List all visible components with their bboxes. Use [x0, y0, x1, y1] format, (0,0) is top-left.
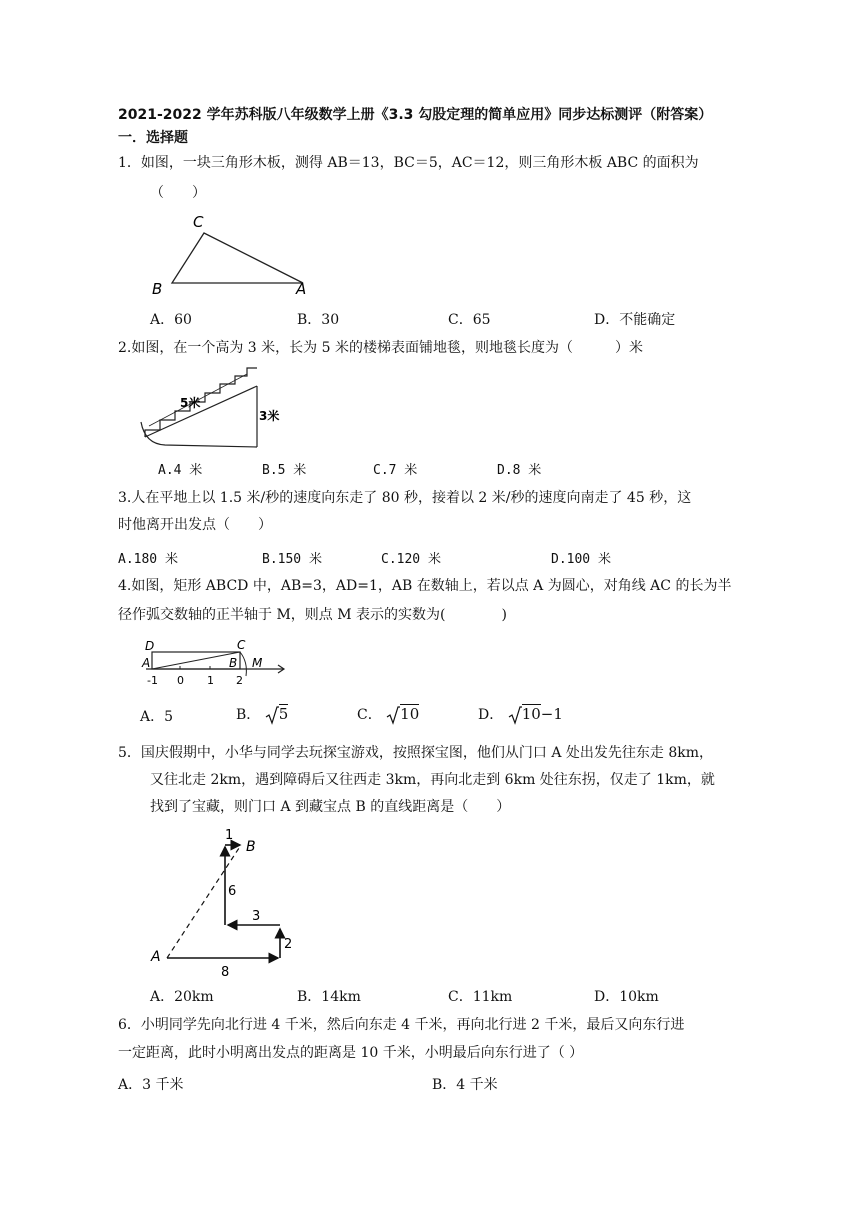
q4-option-d-suffix: −1 [540, 705, 563, 723]
q3-option-c[interactable]: C.120 米 [381, 552, 441, 567]
q1-option-b[interactable]: B．30 [297, 312, 340, 328]
stair-base-curve [141, 422, 257, 447]
tick-label-2: 2 [236, 674, 243, 687]
q4-option-b[interactable] [236, 704, 288, 725]
q5-option-d[interactable]: D．10km [594, 989, 659, 1005]
staircase-steps [145, 368, 257, 437]
q5-option-b[interactable]: B．14km [297, 989, 361, 1005]
question-1-triangle-figure [140, 210, 320, 300]
q2-option-d[interactable]: D.8 米 [497, 463, 542, 478]
q6-option-b[interactable]: B．4 千米 [432, 1077, 498, 1093]
point-b-label: B [246, 839, 256, 855]
diagonal-ac [152, 652, 240, 669]
question-6-text-line2: 一定距离，此时小明离出发点的距离是 10 千米，小明最后向东行进了（ ） [118, 1045, 584, 1061]
q4-option-d-letter: D． [478, 707, 504, 723]
tick-label-1: 1 [207, 674, 214, 687]
height-label: 3米 [259, 409, 280, 423]
point-a-label: A [142, 656, 151, 670]
question-4-text-line2: 径作弧交数轴的正半轴于 M，则点 M 表示的实数为( ) [118, 607, 507, 623]
question-5-text-line1: 5．国庆假期中，小华与同学去玩探宝游戏，按照探宝图，他们从门口 A 处出发先往东走 8km， [118, 745, 714, 761]
point-m-label: M [252, 656, 263, 670]
question-1-blank: （ ） [150, 185, 206, 201]
question-2-staircase-figure [135, 362, 280, 452]
q4-option-c[interactable] [357, 704, 419, 725]
label-3: 3 [252, 909, 261, 924]
tick-label-0: 0 [177, 674, 184, 687]
q4-option-d-value: 10 [521, 705, 541, 723]
question-5-text-line2: 又往北走 2km，遇到障碍后又往西走 3km，再向北走到 6km 处往东拐，仅走了 1km，就 [150, 772, 715, 788]
triangle-abc [172, 233, 303, 283]
vertex-b-label: B [152, 280, 163, 298]
question-3-text-line2: 时他离开出发点（ ） [118, 517, 272, 533]
section-heading: 一．选择题 [118, 130, 188, 146]
stair-hypotenuse [145, 386, 257, 437]
tick-label-neg1: -1 [147, 674, 158, 687]
point-b-label: B [229, 656, 238, 670]
length-label: 5米 [180, 396, 201, 410]
q4-option-b-letter: B． [236, 707, 261, 723]
q4-option-b-value: 5 [278, 705, 289, 723]
straight-line-ab [167, 845, 241, 958]
q4-option-c-value: 10 [400, 705, 420, 723]
question-1-text: 1．如图，一块三角形木板，测得 AB＝13，BC＝5，AC＝12，则三角形木板 ABC 的面积为 [118, 155, 699, 171]
sqrt-icon [386, 705, 400, 725]
point-c-label: C [237, 638, 246, 652]
question-6-text-line1: 6．小明同学先向北行进 4 千米，然后向东走 4 千米，再向北行进 2 千米，最后又向东行进 [118, 1017, 685, 1033]
question-3-text-line1: 3.人在平地上以 1.5 米/秒的速度向东走了 80 秒，接着以 2 米/秒的速度向南走了 45 秒，这 [118, 490, 692, 506]
vertex-c-label: C [193, 213, 204, 231]
q4-option-c-letter: C． [357, 707, 382, 723]
question-4-text-line1: 4.如图，矩形 ABCD 中，AB=3，AD=1，AB 在数轴上，若以点 A 为圆心，对角线 AC 的长为半 [118, 578, 732, 594]
q4-option-a-value: 5 [164, 709, 174, 725]
document-title: 2021-2022 学年苏科版八年级数学上册《3.3 勾股定理的简单应用》同步达标测评（附答案） [118, 107, 713, 123]
label-1: 1 [225, 828, 234, 843]
label-8: 8 [221, 965, 230, 980]
sqrt-icon [265, 705, 279, 725]
q3-option-b[interactable]: B.150 米 [262, 552, 322, 567]
q4-option-a[interactable] [140, 706, 173, 726]
label-6: 6 [228, 884, 237, 899]
question-4-numberline-figure [140, 636, 290, 688]
label-2: 2 [284, 937, 293, 952]
q2-option-a[interactable]: A.4 米 [158, 463, 203, 478]
q4-option-a-letter: A． [140, 709, 165, 725]
arc-to-m [240, 652, 246, 676]
q5-option-a[interactable]: A．20km [150, 989, 214, 1005]
question-5-text-line3: 找到了宝藏，则门口 A 到藏宝点 B 的直线距离是（ ） [150, 799, 511, 815]
q1-option-d[interactable]: D．不能确定 [594, 312, 676, 328]
point-a-label: A [151, 949, 161, 965]
question-5-treasure-map-figure [145, 825, 305, 980]
q3-option-d[interactable]: D.100 米 [551, 552, 611, 567]
q5-option-c[interactable]: C．11km [448, 989, 513, 1005]
q6-option-a[interactable]: A．3 千米 [118, 1077, 184, 1093]
sqrt-icon [508, 705, 522, 725]
q1-option-a[interactable]: A．60 [150, 312, 192, 328]
q4-option-d[interactable] [478, 704, 563, 725]
q2-option-c[interactable]: C.7 米 [373, 463, 418, 478]
q3-option-a[interactable]: A.180 米 [118, 552, 178, 567]
vertex-a-label: A [296, 280, 307, 298]
q2-option-b[interactable]: B.5 米 [262, 463, 307, 478]
point-d-label: D [145, 639, 155, 653]
question-2-text: 2.如图，在一个高为 3 米，长为 5 米的楼梯表面铺地毯，则地毯长度为（ ）米 [118, 340, 643, 356]
q1-option-c[interactable]: C．65 [448, 312, 491, 328]
